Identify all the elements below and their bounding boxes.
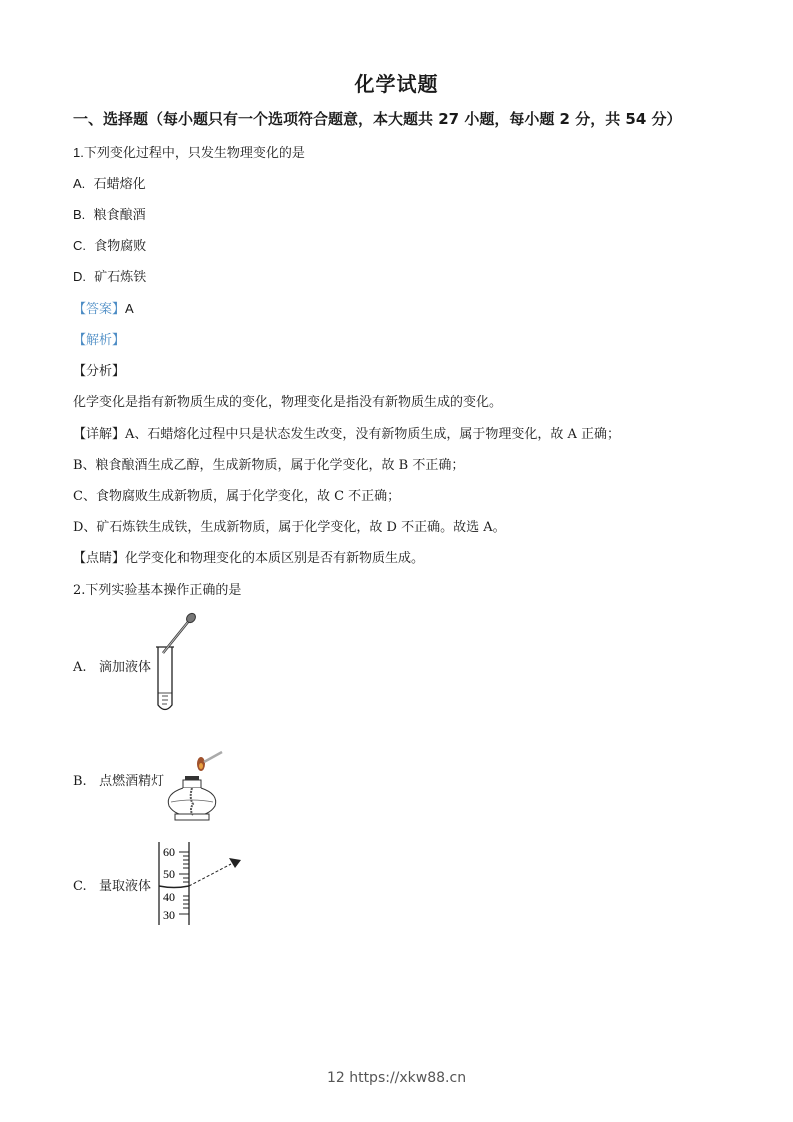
scale-40: 40 bbox=[163, 890, 175, 904]
question-2-stem: 2.下列实验基本操作正确的是 bbox=[73, 583, 242, 598]
scale-30: 30 bbox=[163, 908, 175, 922]
question-1-stem: 1.下列变化过程中，只发生物理变化的是 bbox=[73, 145, 305, 160]
xiangjie-label: 【详解】 bbox=[73, 427, 126, 442]
q2-option-b: B. 点燃酒精灯 bbox=[73, 774, 165, 789]
graduated-cylinder-figure bbox=[155, 840, 245, 928]
page-footer: 12 https://xkw88.cn bbox=[326, 1070, 467, 1086]
q2-option-a: A. 滴加液体 bbox=[73, 660, 151, 675]
xiangjie-line-2: B、粮食酿酒生成乙醇，生成新物质，属于化学变化，故 B 不正确； bbox=[73, 458, 465, 473]
xiangjie-line-1: 【详解】A、石蜡熔化过程中只是状态发生改变，没有新物质生成，属于物理变化，故 A 正确； bbox=[73, 427, 621, 442]
page-title: 化学试题 bbox=[354, 72, 439, 96]
answer-label: 【答案】 bbox=[73, 302, 126, 317]
dianjing-label: 【点睛】 bbox=[73, 551, 126, 566]
alcohol-lamp-figure bbox=[165, 748, 230, 828]
scale-50: 50 bbox=[163, 867, 175, 881]
dianjing: 【点睛】化学变化和物理变化的本质区别是否有新物质生成。 bbox=[73, 551, 425, 566]
q1-answer bbox=[73, 298, 134, 317]
fenxi-label: 【分析】 bbox=[73, 364, 126, 379]
answer-value: A bbox=[125, 301, 134, 316]
dropper-test-tube-figure bbox=[150, 610, 200, 715]
xiangjie-line-4: D、矿石炼铁生成铁，生成新物质，属于化学变化，故 D 不正确。故选 A。 bbox=[73, 520, 506, 535]
q2-option-c: C. 量取液体 bbox=[73, 879, 152, 894]
analysis-label: 【解析】 bbox=[73, 333, 126, 348]
q1-option-b: B. 粮食酿酒 bbox=[73, 207, 146, 223]
q1-option-a: A. 石蜡熔化 bbox=[73, 176, 146, 192]
scale-60: 60 bbox=[163, 845, 175, 859]
section-heading: 一、选择题（每小题只有一个选项符合题意，本大题共 27 小题，每小题 2 分，共 54 分） bbox=[73, 110, 682, 128]
fenxi-text: 化学变化是指有新物质生成的变化，物理变化是指没有新物质生成的变化。 bbox=[73, 395, 503, 410]
xiangjie-line-3: C、食物腐败生成新物质，属于化学变化，故 C 不正确； bbox=[73, 489, 401, 504]
q1-option-c: C. 食物腐败 bbox=[73, 238, 147, 254]
q1-option-d: D. 矿石炼铁 bbox=[73, 269, 147, 285]
